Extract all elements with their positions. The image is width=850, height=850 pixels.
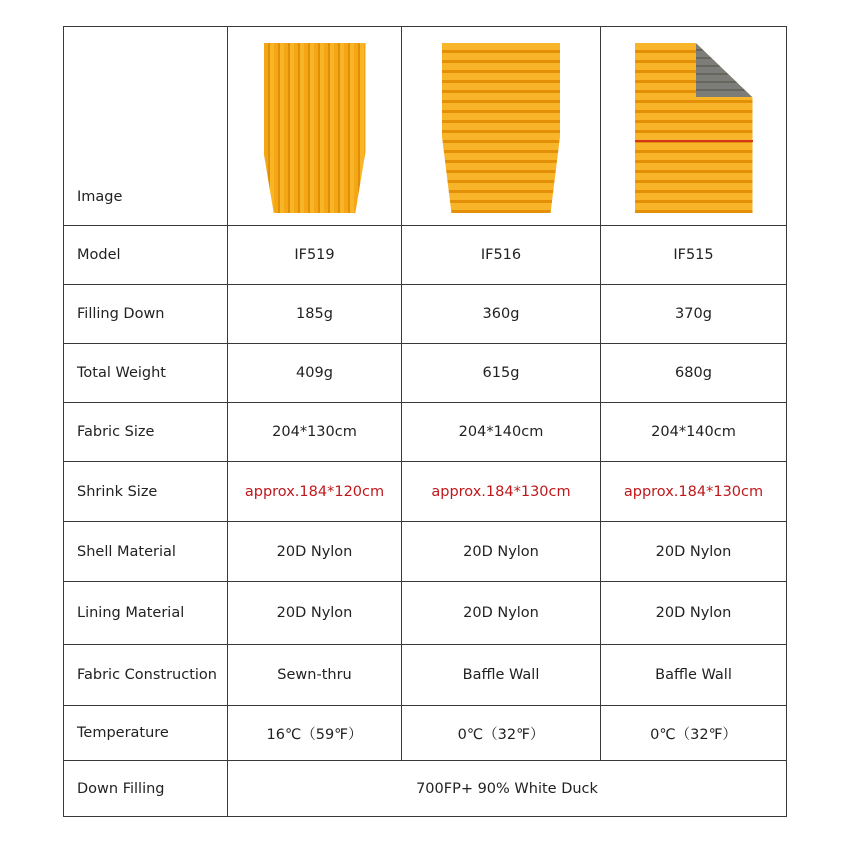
cell-shell-material: 20D Nylon <box>228 522 402 582</box>
row-label-fabric-size: Fabric Size <box>64 403 228 462</box>
row-label-lining-material: Lining Material <box>64 582 228 645</box>
row-lining-material <box>64 582 787 645</box>
cell-temperature: 0℃（32℉） <box>402 706 601 761</box>
row-label-fabric-construction: Fabric Construction <box>64 645 228 706</box>
quilt-image-icon <box>635 43 753 213</box>
cell-shrink-size: approx.184*130cm <box>402 462 601 522</box>
row-fabric-size <box>64 403 787 462</box>
row-label-total-weight: Total Weight <box>64 344 228 403</box>
row-label-image: Image <box>64 27 228 226</box>
row-label-shell-material: Shell Material <box>64 522 228 582</box>
row-down-filling <box>64 761 787 817</box>
cell-model: IF515 <box>601 226 787 285</box>
cell-shell-material: 20D Nylon <box>402 522 601 582</box>
cell-shrink-size: approx.184*130cm <box>601 462 787 522</box>
quilt-image-icon <box>264 43 366 213</box>
cell-total-weight: 680g <box>601 344 787 403</box>
cell-fabric-size: 204*130cm <box>228 403 402 462</box>
row-image <box>64 27 787 226</box>
row-label-filling-down: Filling Down <box>64 285 228 344</box>
cell-fabric-construction: Sewn-thru <box>228 645 402 706</box>
cell-lining-material: 20D Nylon <box>402 582 601 645</box>
cell-temperature: 16℃（59℉） <box>228 706 402 761</box>
product-image-if515 <box>601 27 787 226</box>
cell-shrink-size: approx.184*120cm <box>228 462 402 522</box>
row-total-weight <box>64 344 787 403</box>
cell-total-weight: 615g <box>402 344 601 403</box>
cell-down-filling: 700FP+ 90% White Duck <box>228 761 787 817</box>
product-image-if516 <box>402 27 601 226</box>
product-image-if519 <box>228 27 402 226</box>
row-filling-down <box>64 285 787 344</box>
row-model <box>64 226 787 285</box>
row-label-model: Model <box>64 226 228 285</box>
cell-fabric-size: 204*140cm <box>402 403 601 462</box>
cell-model: IF516 <box>402 226 601 285</box>
cell-temperature: 0℃（32℉） <box>601 706 787 761</box>
cell-model: IF519 <box>228 226 402 285</box>
row-label-shrink-size: Shrink Size <box>64 462 228 522</box>
row-label-temperature: Temperature <box>64 706 228 761</box>
row-label-down-filling: Down Filling <box>64 761 228 817</box>
quilt-image-icon <box>442 43 560 213</box>
cell-fabric-construction: Baffle Wall <box>402 645 601 706</box>
row-shrink-size <box>64 462 787 522</box>
cell-filling-down: 370g <box>601 285 787 344</box>
cell-lining-material: 20D Nylon <box>228 582 402 645</box>
cell-lining-material: 20D Nylon <box>601 582 787 645</box>
cell-fabric-construction: Baffle Wall <box>601 645 787 706</box>
row-shell-material <box>64 522 787 582</box>
cell-filling-down: 360g <box>402 285 601 344</box>
row-temperature <box>64 706 787 761</box>
row-fabric-construction <box>64 645 787 706</box>
product-comparison-table <box>63 26 787 817</box>
cell-fabric-size: 204*140cm <box>601 403 787 462</box>
cell-filling-down: 185g <box>228 285 402 344</box>
cell-total-weight: 409g <box>228 344 402 403</box>
cell-shell-material: 20D Nylon <box>601 522 787 582</box>
